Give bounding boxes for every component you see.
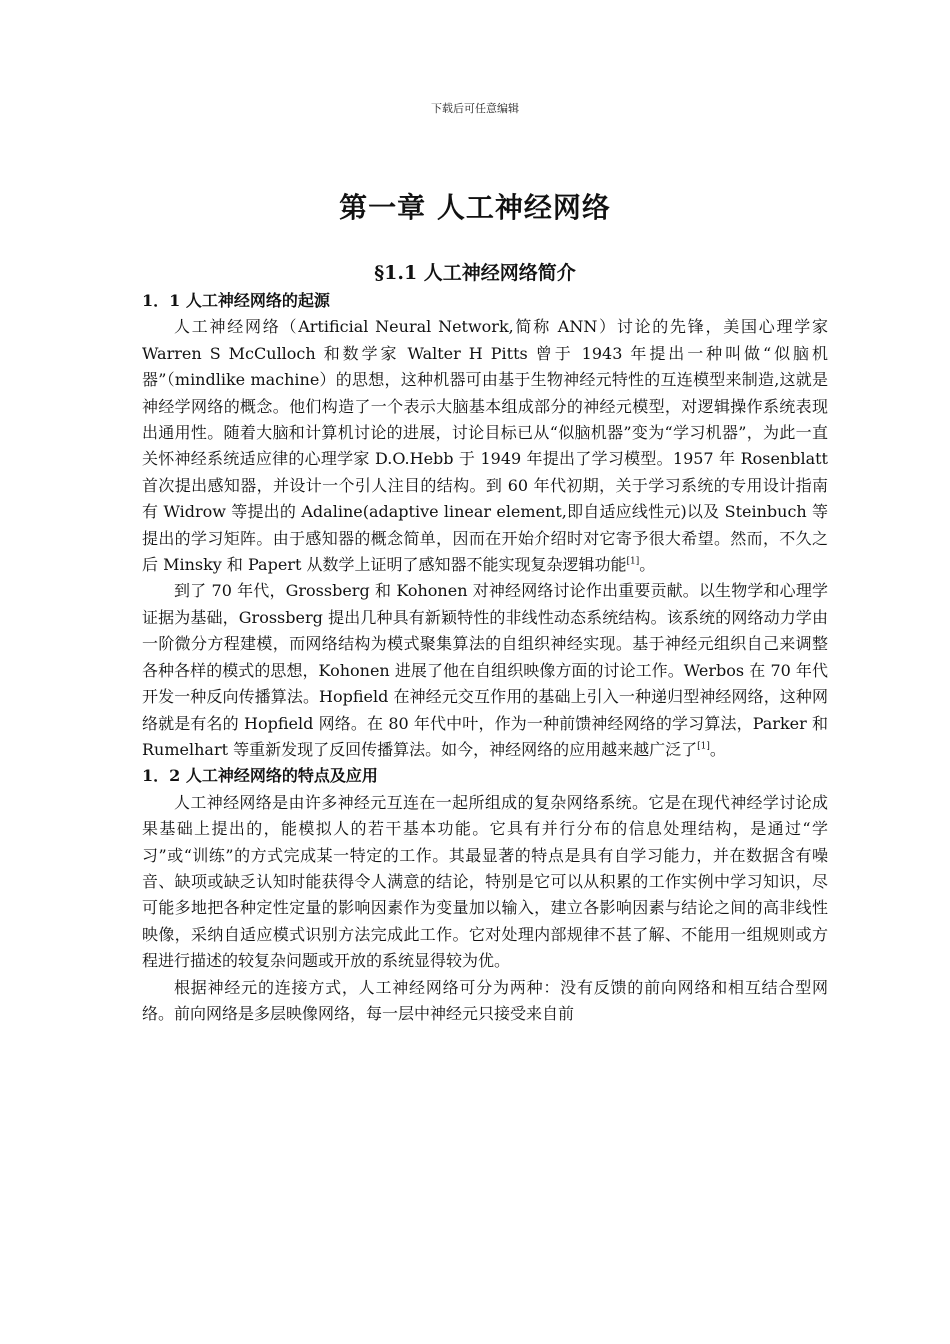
subsection-heading-features: 1．2 人工神经网络的特点及应用 bbox=[142, 766, 378, 786]
paragraph bbox=[142, 790, 828, 975]
paragraph-text: 根据神经元的连接方式，人工神经网络可分为两种：没有反馈的前向网络和相互结合型网络。前向网络是多层映像网络，每一层中神经元只接受来自前 bbox=[142, 977, 828, 1023]
body-text bbox=[142, 288, 828, 1027]
paragraph bbox=[142, 314, 828, 578]
subsection-heading-origin: 1．1 人工神经网络的起源 bbox=[142, 291, 330, 310]
paragraph bbox=[142, 975, 828, 1028]
chapter-title: 第一章 人工神经网络 bbox=[339, 191, 611, 224]
paragraph-tail: 。 bbox=[709, 739, 726, 759]
citation: [1] bbox=[626, 556, 640, 567]
paragraph bbox=[142, 578, 828, 763]
paragraph-text: 人工神经网络（Artificial Neural Network,简称 ANN）讨论的先锋，美国心理学家 Warren S McCulloch 和数学家 Walter H Pitts 曾于 1943 年提出一种叫做“似脑机器”（mindlike machine）的思想，这种机器可由基于生物神经元特性的互连模型来制造,这就是神经学网络的概念。他们构造了一个表示大脑基本组成部分的神经元模型，对逻辑操作系统表现出通用性。随着大脑和计算机讨论的进展，讨论目标已从“似脑机器”变为“学习机器”，为此一直关怀神经系统适应律的心理学家 D.O.Hebb 于 1949 年提出了学习模型。1957 年 Rosenblatt 首次提出感知器，并设计一个引人注目的结构。到 60 年代初期，关于学习系统的专用设计指南有 Widrow 等提出的 Adaline(adaptive linear element,即自适应线性元)以及 Steinbuch 等提出的学习矩阵。由于感知器的概念简单，因而在开始介绍时对它寄予很大希望。然而，不久之后 Minsky 和 Papert 从数学上证明了感知器不能实现复杂逻辑功能 bbox=[142, 317, 828, 575]
paragraph-tail: 。 bbox=[639, 555, 656, 575]
header-note: 下载后可任意编辑 bbox=[431, 102, 519, 115]
paragraph-text: 人工神经网络是由许多神经元互连在一起所组成的复杂网络系统。它是在现代神经学讨论成果基础上提出的，能模拟人的若干基本功能。它具有并行分布的信息处理结构，是通过“学习”或“训练”的方式完成某一特定的工作。其最显著的特点是具有自学习能力，并在数据含有噪音、缺项或缺乏认知时能获得令人满意的结论，特别是它可以从积累的工作实例中学习知识，尽可能多地把各种定性定量的影响因素作为变量加以输入，建立各影响因素与结论之间的高非线性映像，采纳自适应模式识别方法完成此工作。它对处理内部规律不甚了解、不能用一组规则或方程进行描述的较复杂问题或开放的系统显得较为优。 bbox=[142, 792, 828, 971]
citation: [1] bbox=[697, 741, 710, 752]
section-title: §1.1 人工神经网络简介 bbox=[374, 262, 576, 284]
paragraph-text: 到了 70 年代，Grossberg 和 Kohonen 对神经网络讨论作出重要贡献。以生物学和心理学证据为基础，Grossberg 提出几种具有新颖特性的非线性动态系统结构。该系统的网络动力学由一阶微分方程建模，而网络结构为模式聚集算法的自组织神经实现。基于神经元组织自己来调整各种各样的模式的思想，Kohonen 进展了他在自组织映像方面的讨论工作。Werbos 在 70 年代开发一种反向传播算法。Hopfield 在神经元交互作用的基础上引入一种递归型神经网络，这种网络就是有名的 Hopfield 网络。在 80 年代中叶，作为一种前馈神经网络的学习算法，Parker 和 Rumelhart 等重新发现了反回传播算法。如今，神经网络的应用越来越广泛了 bbox=[142, 581, 828, 759]
